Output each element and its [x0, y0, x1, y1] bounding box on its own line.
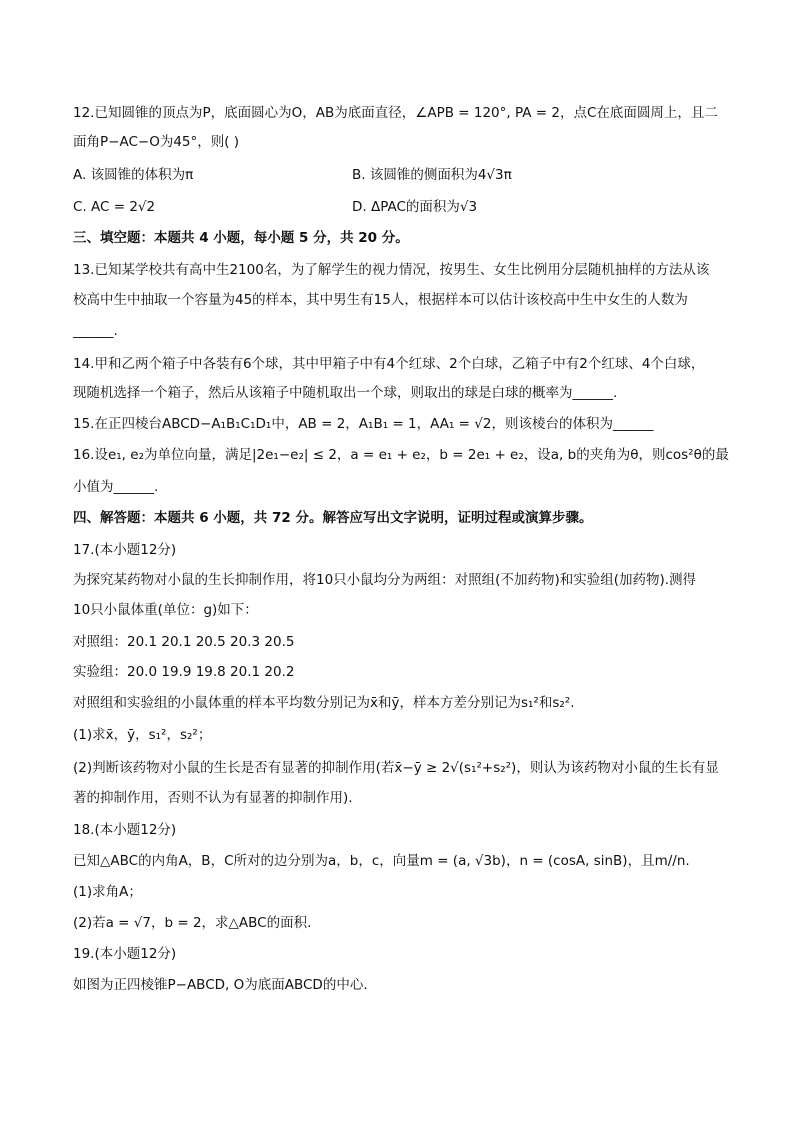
section3-heading: 三、填空题：本题共 4 小题，每小题 5 分，共 20 分。 — [73, 230, 409, 246]
q12-option-d: D. ΔPAC的面积为√3 — [352, 199, 478, 215]
q17-heading: 17.(本小题12分) — [73, 542, 177, 558]
q13-line3: ______. — [73, 323, 118, 339]
q19-heading: 19.(本小题12分) — [73, 946, 177, 962]
q13-line1: 13.已知某学校共有高中生2100名，为了解学生的视力情况，按男生、女生比例用分层随机抽样的方法从该 — [73, 262, 710, 278]
q17-line1: 为探究某药物对小鼠的生长抑制作用，将10只小鼠均分为两组：对照组(不加药物)和实验组(加药物).测得 — [73, 572, 697, 588]
q18-part1: (1)求角A； — [73, 884, 142, 900]
q17-part2-line1: (2)判断该药物对小鼠的生长是否有显著的抑制作用(若x̄−ȳ ≥ 2√(s₁²+s₂²)，则认为该药物对小鼠的生长有显 — [73, 760, 719, 776]
q14-line2: 现随机选择一个箱子，然后从该箱子中随机取出一个球，则取出的球是白球的概率为______. — [73, 385, 618, 401]
q13-line2: 校高中生中抽取一个容量为45的样本，其中男生有15人，根据样本可以估计该校高中生中女生的人数为 — [73, 292, 688, 308]
q15-line: 15.在正四棱台ABCD−A₁B₁C₁D₁中，AB = 2，A₁B₁ = 1，AA₁ = √2，则该棱台的体积为______ — [73, 416, 654, 432]
q17-line3: 对照组和实验组的小鼠体重的样本平均数分别记为x̄和ȳ，样本方差分别记为s₁²和s₂². — [73, 695, 575, 711]
q16-line2: 小值为______. — [73, 479, 159, 495]
q17-part2-line2: 著的抑制作用，否则不认为有显著的抑制作用). — [73, 790, 353, 806]
q12-option-b: B. 该圆锥的侧面积为4√3π — [352, 167, 512, 183]
q12-line1: 12.已知圆锥的顶点为P，底面圆心为O，AB为底面直径，∠APB = 120°, PA = 2，点C在底面圆周上，且二 — [73, 105, 718, 121]
q18-line1: 已知△ABC的内角A，B，C所对的边分别为a，b，c，向量m = (a, √3b)，n = (cosA, sinB)，且m//n. — [73, 853, 690, 869]
q18-part2: (2)若a = √7，b = 2，求△ABC的面积. — [73, 915, 312, 931]
q17-experiment-group: 实验组：20.0 19.9 19.8 20.1 20.2 — [73, 664, 295, 680]
q17-part1: (1)求x̄，ȳ，s₁²，s₂²； — [73, 727, 212, 743]
q17-control-group: 对照组：20.1 20.1 20.5 20.3 20.5 — [73, 634, 295, 650]
q16-line1: 16.设e₁, e₂为单位向量，满足|2e₁−e₂| ≤ 2，a = e₁ + e₂，b = 2e₁ + e₂，设a, b的夹角为θ，则cos²θ的最 — [73, 447, 729, 463]
q12-line2: 面角P−AC−O为45°，则( ) — [73, 134, 240, 150]
section4-heading: 四、解答题：本题共 6 小题，共 72 分。解答应写出文字说明，证明过程或演算步骤。 — [73, 510, 593, 526]
q18-heading: 18.(本小题12分) — [73, 822, 177, 838]
q17-line2: 10只小鼠体重(单位：g)如下： — [73, 602, 258, 618]
q19-line1: 如图为正四棱锥P−ABCD, O为底面ABCD的中心. — [73, 977, 368, 993]
q12-option-c: C. AC = 2√2 — [73, 199, 156, 215]
q12-option-a: A. 该圆锥的体积为π — [73, 167, 194, 183]
q14-line1: 14.甲和乙两个箱子中各装有6个球，其中甲箱子中有4个红球、2个白球，乙箱子中有2个红球、4个白球， — [73, 356, 705, 372]
